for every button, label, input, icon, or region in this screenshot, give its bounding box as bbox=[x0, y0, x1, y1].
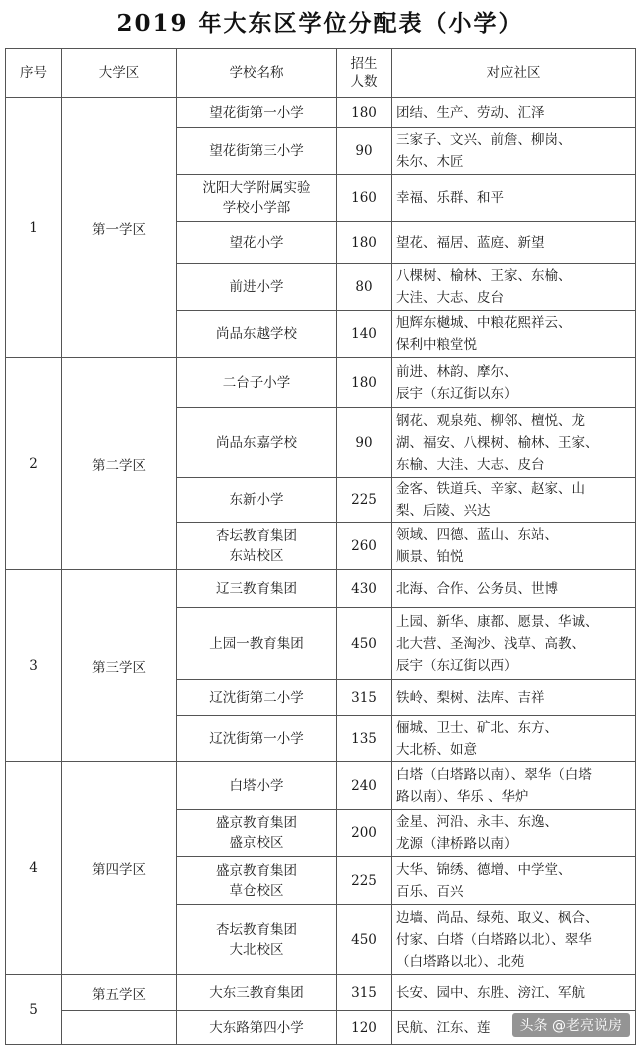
school-name: 二台子小学 bbox=[177, 358, 337, 408]
header-seq: 序号 bbox=[6, 49, 62, 98]
school-name: 辽沈街第二小学 bbox=[177, 680, 337, 716]
school-name: 尚品东越学校 bbox=[177, 311, 337, 358]
header-district: 大学区 bbox=[62, 49, 177, 98]
school-communities: 北海、合作、公务员、世博 bbox=[392, 570, 636, 608]
school-quota: 315 bbox=[337, 975, 392, 1011]
header-school: 学校名称 bbox=[177, 49, 337, 98]
table-row bbox=[6, 98, 636, 128]
school-communities: 领域、四德、蓝山、东站、 顺景、铂悦 bbox=[392, 523, 636, 570]
school-communities: 民航、江东、莲 bbox=[392, 1011, 636, 1045]
school-name: 杏坛教育集团 大北校区 bbox=[177, 905, 337, 975]
school-quota: 80 bbox=[337, 264, 392, 311]
district-name-blank bbox=[62, 1011, 177, 1045]
school-quota: 90 bbox=[337, 408, 392, 478]
school-communities: 上园、新华、康都、愿景、华诚、 北大营、圣淘沙、浅草、高教、 辰宇（东辽街以西） bbox=[392, 608, 636, 680]
school-communities: 边墙、尚品、绿苑、取义、枫合、 付家、白塔（白塔路以北）、翠华 （白塔路以北）、北苑 bbox=[392, 905, 636, 975]
school-name: 大东路第四小学 bbox=[177, 1011, 337, 1045]
school-communities: 三家子、文兴、前詹、柳岗、 朱尔、木匠 bbox=[392, 128, 636, 175]
district-name: 第五学区 bbox=[62, 975, 177, 1011]
school-name: 望花街第一小学 bbox=[177, 98, 337, 128]
header-quota: 招生 人数 bbox=[337, 49, 392, 98]
school-communities: 金客、铁道兵、辛家、赵家、山 梨、后陵、兴达 bbox=[392, 478, 636, 523]
school-name: 辽三教育集团 bbox=[177, 570, 337, 608]
school-quota: 260 bbox=[337, 523, 392, 570]
school-quota: 200 bbox=[337, 810, 392, 857]
allocation-table bbox=[5, 48, 636, 1045]
school-communities: 长安、园中、东胜、滂江、军航 bbox=[392, 975, 636, 1011]
school-quota: 140 bbox=[337, 311, 392, 358]
table-row bbox=[6, 762, 636, 810]
district-seq: 1 bbox=[6, 98, 62, 358]
school-quota: 225 bbox=[337, 857, 392, 905]
school-quota: 225 bbox=[337, 478, 392, 523]
school-communities: 望花、福居、蓝庭、新望 bbox=[392, 222, 636, 264]
district-seq: 3 bbox=[6, 570, 62, 762]
school-communities: 白塔（白塔路以南）、翠华（白塔 路以南）、华乐 、华炉 bbox=[392, 762, 636, 810]
table-row bbox=[6, 358, 636, 408]
school-quota: 180 bbox=[337, 222, 392, 264]
school-quota: 90 bbox=[337, 128, 392, 175]
school-communities: 旭辉东樾城、中粮花熙祥云、 保利中粮堂悦 bbox=[392, 311, 636, 358]
school-communities: 大华、锦绣、德增、中学堂、 百乐、百兴 bbox=[392, 857, 636, 905]
school-quota: 120 bbox=[337, 1011, 392, 1045]
header-community: 对应社区 bbox=[392, 49, 636, 98]
school-name: 东新小学 bbox=[177, 478, 337, 523]
school-name: 盛京教育集团 草仓校区 bbox=[177, 857, 337, 905]
school-quota: 430 bbox=[337, 570, 392, 608]
school-name: 望花街第三小学 bbox=[177, 128, 337, 175]
school-name: 盛京教育集团 盛京校区 bbox=[177, 810, 337, 857]
school-communities: 金星、河沿、永丰、东逸、 龙源（津桥路以南） bbox=[392, 810, 636, 857]
watermark: 头条 @老亮说房 bbox=[512, 1013, 630, 1037]
school-communities: 钢花、观泉苑、柳邻、檀悦、龙 湖、福安、八棵树、榆林、王家、 东榆、大洼、大志、皮台 bbox=[392, 408, 636, 478]
school-communities: 八棵树、榆林、王家、东榆、 大洼、大志、皮台 bbox=[392, 264, 636, 311]
school-communities: 铁岭、梨树、法库、吉祥 bbox=[392, 680, 636, 716]
school-name: 前进小学 bbox=[177, 264, 337, 311]
district-name: 第一学区 bbox=[62, 98, 177, 358]
school-name: 杏坛教育集团 东站校区 bbox=[177, 523, 337, 570]
district-seq: 5 bbox=[6, 975, 62, 1045]
district-seq: 2 bbox=[6, 358, 62, 570]
school-quota: 135 bbox=[337, 716, 392, 762]
school-name: 白塔小学 bbox=[177, 762, 337, 810]
district-name: 第四学区 bbox=[62, 762, 177, 975]
district-name: 第三学区 bbox=[62, 570, 177, 762]
school-name: 辽沈街第一小学 bbox=[177, 716, 337, 762]
table-header-row bbox=[6, 49, 636, 98]
school-quota: 450 bbox=[337, 905, 392, 975]
table-row bbox=[6, 570, 636, 608]
school-quota: 240 bbox=[337, 762, 392, 810]
district-seq: 4 bbox=[6, 762, 62, 975]
school-name: 望花小学 bbox=[177, 222, 337, 264]
school-communities: 团结、生产、劳动、汇泽 bbox=[392, 98, 636, 128]
school-name: 上园一教育集团 bbox=[177, 608, 337, 680]
page-title: 2019 年大东区学位分配表（小学） bbox=[116, 10, 524, 37]
district-name: 第二学区 bbox=[62, 358, 177, 570]
school-quota: 180 bbox=[337, 98, 392, 128]
table-row bbox=[6, 975, 636, 1011]
school-communities: 幸福、乐群、和平 bbox=[392, 175, 636, 222]
school-quota: 450 bbox=[337, 608, 392, 680]
school-quota: 160 bbox=[337, 175, 392, 222]
school-name: 沈阳大学附属实验 学校小学部 bbox=[177, 175, 337, 222]
school-name: 尚品东嘉学校 bbox=[177, 408, 337, 478]
school-quota: 315 bbox=[337, 680, 392, 716]
school-name: 大东三教育集团 bbox=[177, 975, 337, 1011]
school-communities: 俪城、卫士、矿北、东方、 大北桥、如意 bbox=[392, 716, 636, 762]
school-quota: 180 bbox=[337, 358, 392, 408]
school-communities: 前进、林韵、摩尔、 辰宇（东辽街以东） bbox=[392, 358, 636, 408]
